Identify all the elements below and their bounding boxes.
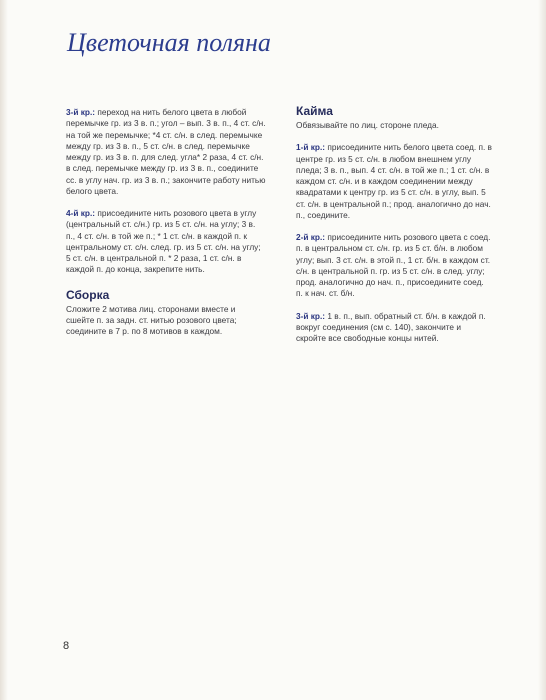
round-3-text: переход на нить белого цвета в любой перемычке гр. из 3 в. п.; угол – вып. 3 в. п., 4 ст. с/н. на той же перемычке; *4 ст. с/н. в след. перемычке между гр. из 3 в. п., 5 ст. с/н. в след. перемычке между гр. из 3 в. п. для след. угла* 2 раза, 4 ст. с/н. в след. перемычке между гр. из 3 в. п., соедините сс. в углу нач. гр. из 3 в. п.; закончите работу нитью белого цвета. [66, 107, 266, 196]
round-4-paragraph [66, 208, 266, 276]
border-heading: Кайма [296, 104, 333, 118]
border-round-2-text: присоедините нить розового цвета с соед. п. в центральном ст. с/н. гр. из 5 ст. б/н. в любом углу; вып. 3 ст. с/н. в этой п., 1 ст. б/н. в каждом ст. с/н. в центральной п. гр. из 5 ст. с/н. в след. углу; прод. аналогично до нач. п., присоедините соед. п. к нач. ст. б/н. [296, 232, 491, 299]
round-3-label: 3-й кр.: [66, 107, 96, 117]
assembly-heading: Сборка [66, 287, 110, 302]
border-round-1-label: 1-й кр.: [296, 142, 326, 153]
page-shadow-left [0, 0, 8, 700]
border-intro: Обвязывайте по лиц. стороне пледа. [296, 120, 439, 130]
page-number: 8 [63, 640, 70, 652]
right-column [296, 104, 492, 344]
border-round-1-paragraph [296, 142, 492, 221]
border-round-3-paragraph [296, 311, 492, 345]
border-round-3-label: 3-й кр.: [296, 310, 326, 321]
round-4-text: присоедините нить розового цвета в углу (центральный ст. с/н.) гр. из 5 ст. с/н. на углу; 3 в. п., 4 ст. с/н. в той же п.; * 1 ст. с/н. в каждой п. к центральному ст. с/н. след. гр. из 5 ст. с/н. на углу; 5 ст. с/н. в центральной п. * 2 раза, 1 ст. с/н. в каждой п. до конца, закрепите нить. [66, 208, 261, 275]
round-3-paragraph [66, 107, 266, 197]
border-round-2-paragraph [296, 232, 492, 300]
left-column [66, 107, 266, 337]
assembly-text: Сложите 2 мотива лиц. сторонами вместе и сшейте п. за задн. ст. нитью розового цвета; соедините в 7 р. по 8 мотивов в каждом. [66, 303, 237, 336]
border-round-2-label: 2-й кр.: [296, 232, 326, 242]
page-title: Цветочная поляна [67, 28, 271, 57]
page-shadow-right [538, 0, 546, 700]
border-round-1-text: присоедините нить белого цвета соед. п. в центре гр. из 5 ст. с/н. в любом внешнем углу пледа; 3 в. п., вып. 4 ст. с/н. в той же п.; 1 ст. с/н. в каждом ст. с/н. и в каждом соединении между квадратами к центру гр. из 5 ст. с/н. в углу, вып. 5 ст. с/н. в центральной п.; прод. аналогично до нач. п., соедините. [296, 142, 492, 220]
border-round-3-text: 1 в. п., вып. обратный ст. б/н. в каждой п. вокруг соединения (см с. 140), закончите и скройте все свободные концы нитей. [296, 310, 486, 343]
round-4-label: 4-й кр.: [66, 208, 96, 218]
